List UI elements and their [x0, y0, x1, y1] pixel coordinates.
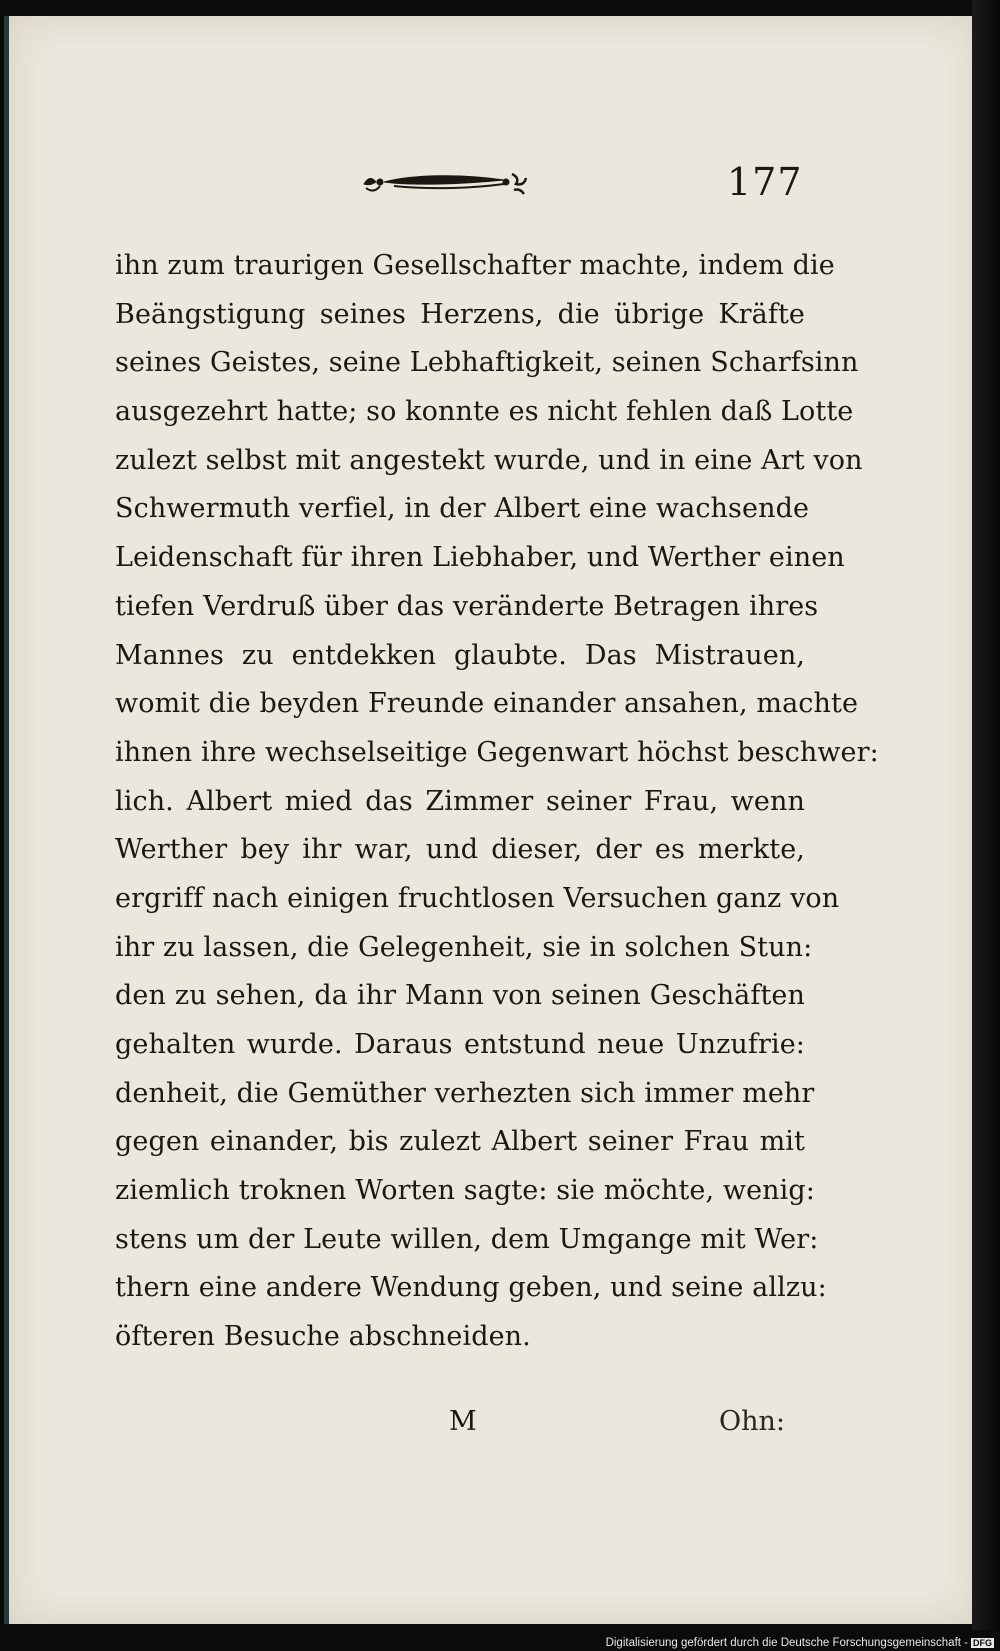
- text-line-last: öfteren Besuche abschneiden.: [115, 1321, 531, 1353]
- book-page: [4, 16, 977, 1624]
- text-line: seines Geistes, seine Lebhaftigkeit, seinen Scharfsinn: [115, 347, 859, 379]
- text-line: Werther bey ihr war, und dieser, der es merkte,: [115, 834, 805, 866]
- text-line: ausgezehrt hatte; so konnte es nicht fehlen daß Lotte: [115, 396, 854, 428]
- text-line: gegen einander, bis zulezt Albert seiner Frau mit: [115, 1126, 805, 1158]
- scan-edge: [972, 0, 1000, 1630]
- digitization-credit: [606, 1637, 994, 1649]
- text-line: womit die beyden Freunde einander ansahen, machte: [115, 688, 859, 720]
- body-text: [115, 242, 879, 1362]
- text-line: Leidenschaft für ihren Liebhaber, und Werther einen: [115, 542, 845, 574]
- ornament-icon: [354, 162, 544, 202]
- dfg-logo: DFG: [973, 1638, 992, 1648]
- text-line: ihnen ihre wechselseitige Gegenwart höchst beschwer:: [115, 736, 879, 768]
- text-line: tiefen Verdruß über das veränderte Betragen ihres: [115, 590, 819, 622]
- text-line: zulezt selbst mit angestekt wurde, und in eine Art von: [115, 444, 863, 476]
- text-line: Beängstigung seines Herzens, die übrige Kräfte: [115, 298, 805, 330]
- page-footer: [9, 1406, 977, 1456]
- text-line: stens um der Leute willen, dem Umgange mit Wer:: [115, 1223, 819, 1255]
- text-line: Schwermuth verfiel, in der Albert eine wachsende: [115, 493, 810, 525]
- text-line: ihr zu lassen, die Gelegenheit, sie in solchen Stun:: [115, 931, 813, 963]
- text-line: ergriff nach einigen fruchtlosen Versuchen ganz von: [115, 882, 840, 914]
- text-line: den zu sehen, da ihr Mann von seinen Geschäften: [115, 980, 805, 1012]
- text-line: ihn zum traurigen Gesellschafter machte, indem die: [115, 250, 835, 281]
- signature-mark: M: [449, 1406, 477, 1437]
- page-header: [9, 156, 977, 216]
- text-line: gehalten wurde. Daraus entstund neue Unzufrie:: [115, 1029, 805, 1060]
- text-line: thern eine andere Wendung geben, und seine allzu:: [115, 1272, 827, 1304]
- credit-text: Digitalisierung gefördert durch die Deutsche Forschungsgemeinschaft -: [605, 1637, 968, 1649]
- text-line: ziemlich troknen Worten sagte: sie möchte, wenig:: [115, 1175, 815, 1207]
- text-line: Mannes zu entdekken glaubte. Das Mistrauen,: [115, 639, 805, 671]
- catchword: Ohn:: [719, 1406, 786, 1437]
- page-number: 177: [727, 160, 803, 204]
- text-line: lich. Albert mied das Zimmer seiner Frau, wenn: [115, 785, 805, 817]
- text-line: denheit, die Gemüther verhezten sich immer mehr: [115, 1077, 815, 1109]
